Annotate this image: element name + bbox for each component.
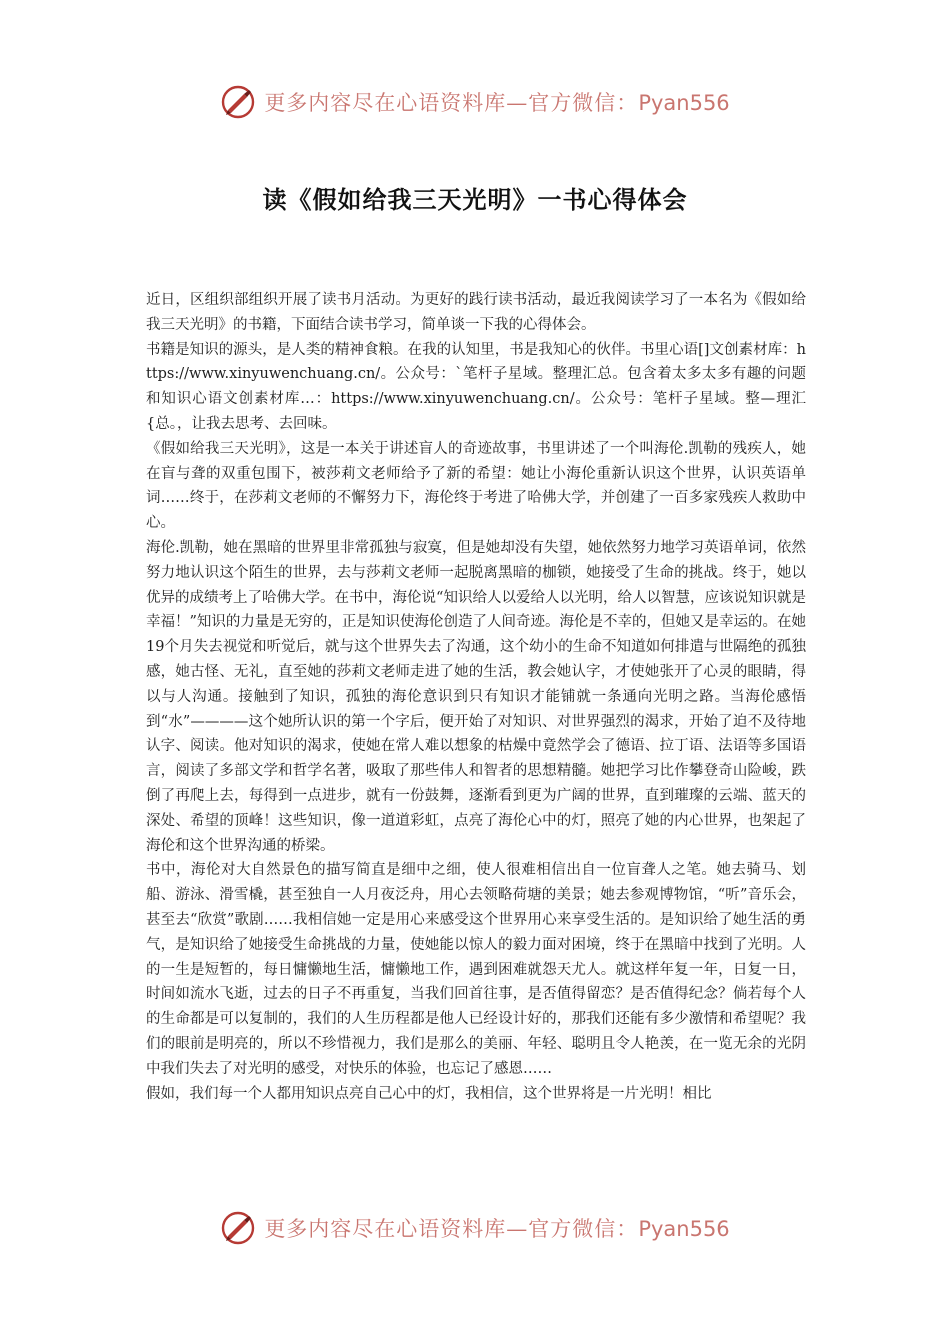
paragraph: 假如，我们每一个人都用知识点亮自己心中的灯，我相信，这个世界将是一片光明！相比 [146,1085,712,1102]
pen-logo-icon [220,84,256,120]
banner-label: 更多内容尽在心语资料库—官方微信： [264,1217,639,1241]
footer-banner-text [264,1213,729,1243]
banner-label: 更多内容尽在心语资料库—官方微信： [264,91,639,115]
paragraph: 海伦.凯勒，她在黑暗的世界里非常孤独与寂寞，但是她却没有失望，她依然努力地学习英语单词，依然努力地认识这个陌生的世界，去与莎莉文老师一起脱离黑暗的枷锁，她接受了生命的挑战。终于，她以优异的成绩考上了哈佛大学。在书中，海伦说“知识给人以爱给人以光明，给人以智慧，应该说知识就是幸福！”知识的力量是无穷的，正是知识使海伦创造了人间奇迹。海伦是不幸的，但她又是幸运的。在她19个月失去视觉和听觉后，就与这个世界失去了沟通，这个幼小的生命不知道如何排遣与世隔绝的孤独感，她古怪、无礼，直至她的莎莉文老师走进了她的生活，教会她认字，才使她张开了心灵的眼睛，得以与人沟通。接触到了知识，孤独的海伦意识到只有知识才能铺就一条通向光明之路。当海伦感悟到“水”————这个她所认识的第一个字后，便开始了对知识、对世界强烈的渴求，开始了迫不及待地认字、阅读。他对知识的渴求，使她在常人难以想象的枯燥中竟然学会了德语、拉丁语、法语等多国语言，阅读了多部文学和哲学名著，吸取了那些伟人和智者的思想精髓。她把学习比作攀登奇山险峻，跌倒了再爬上去，每得到一点进步，就有一份鼓舞，逐渐看到更为广阔的世界，直到璀璨的云端、蓝天的深处、希望的顶峰！这些知识，像一道道彩虹，点亮了海伦心中的灯，照亮了她的内心世界，也架起了海伦和这个世界沟通的桥梁。 [146,539,806,854]
document-title: 读《假如给我三天光明》一书心得体会 [262,186,688,214]
pen-logo-icon [220,1210,256,1246]
banner-wechat-id: Pyan556 [638,1217,730,1241]
paragraph: 近日，区组织部组织开展了读书月活动。为更好的践行读书活动，最近我阅读学习了一本名为《假如给我三天光明》的书籍，下面结合读书学习，简单谈一下我的心得体会。 [146,292,806,333]
footer-banner [0,1210,950,1246]
header-banner [0,84,950,120]
document-body [146,288,806,1106]
banner-wechat-id: Pyan556 [638,91,730,115]
paragraph: 《假如给我三天光明》，这是一本关于讲述盲人的奇迹故事，书里讲述了一个叫海伦.凯勒的残疾人，她在盲与聋的双重包围下，被莎莉文老师给予了新的希望：她让小海伦重新认识这个世界，认识英语单词……终于，在莎莉文老师的不懈努力下，海伦终于考进了哈佛大学，并创建了一百多家残疾人救助中心。 [146,440,806,532]
paragraph: 书籍是知识的源头，是人类的精神食粮。在我的认知里，书是我知心的伙伴。书里心语[]文创素材库：https://www.xinyuwenchuang.cn/。公众号：`笔杆子星域。整理汇总。包含着太多太多有趣的问题和知识心语文创素材库…：https://www.xinyuwenchuang.cn/。公众号：笔杆子星域。整—理汇{总。，让我去思考、去回味。 [146,341,806,432]
paragraph: 书中，海伦对大自然景色的描写简直是细中之细，使人很难相信出自一位盲聋人之笔。她去骑马、划船、游泳、滑雪橇，甚至独自一人月夜泛舟，用心去领略荷塘的美景；她去参观博物馆，“听”音乐会，甚至去“欣赏”歌剧……我相信她一定是用心来感受这个世界用心来享受生活的。是知识给了她生活的勇气，是知识给了她接受生命挑战的力量，使她能以惊人的毅力面对困境，终于在黑暗中找到了光明。人的一生是短暂的，每日慵懒地生活，慵懒地工作，遇到困难就怨天尤人。就这样年复一年，日复一日，时间如流水飞逝，过去的日子不再重复，当我们回首往事，是否值得留恋？是否值得纪念？倘若每个人的生命都是可以复制的，我们的人生历程都是他人已经设计好的，那我们还能有多少激情和希望呢？我们的眼前是明亮的，所以不珍惜视力，我们是那么的美丽、年轻、聪明且令人艳羡，在一览无余的光阴中我们失去了对光明的感受，对快乐的体验，也忘记了感恩…… [146,862,806,1077]
header-banner-text [264,87,729,117]
